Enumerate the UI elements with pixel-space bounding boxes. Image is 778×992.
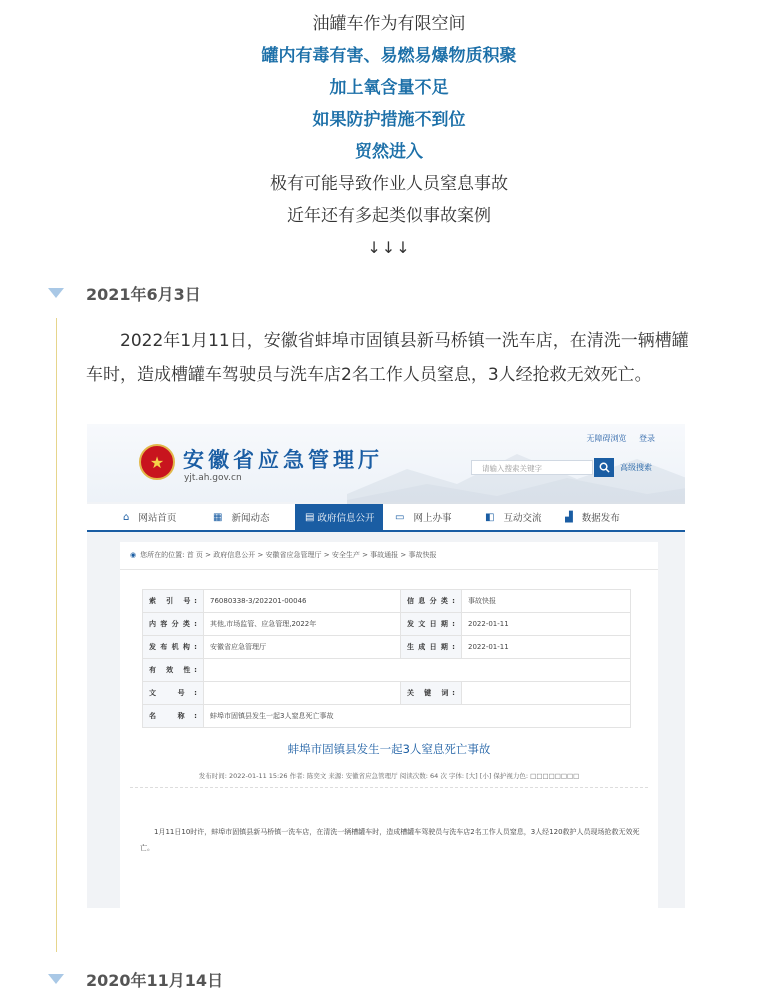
divider xyxy=(130,787,648,788)
national-emblem-icon: ★ xyxy=(139,444,175,480)
nav-label: 互动交流 xyxy=(503,513,542,524)
table-row xyxy=(143,659,631,682)
meta-key: 名 称: xyxy=(143,705,204,728)
meta-key: 生成日期: xyxy=(401,636,462,659)
meta-value: 76080338-3/202201-00046 xyxy=(204,590,401,613)
table-row xyxy=(143,682,631,705)
document-icon: ▤ xyxy=(305,511,315,523)
monitor-icon: ▭ xyxy=(395,511,405,523)
intro-line: 极有可能导致作业人员窒息事故 xyxy=(270,174,508,194)
main-nav xyxy=(87,504,685,532)
nav-label: 数据发布 xyxy=(581,513,620,524)
intro-line-highlight: 罐内有毒有害、易燃易爆物质积聚 xyxy=(261,46,517,66)
table-row xyxy=(143,636,631,659)
nav-item-interaction[interactable] xyxy=(473,504,565,530)
content-panel xyxy=(120,542,658,908)
nav-label: 政府信息公开 xyxy=(317,513,375,524)
meta-value: 蚌埠市固镇县发生一起3人窒息死亡事故 xyxy=(204,705,631,728)
meta-key: 信息分类: xyxy=(401,590,462,613)
search-input[interactable]: 请输入搜索关键字 xyxy=(471,460,593,475)
meta-value xyxy=(462,682,631,705)
triangle-down-icon xyxy=(48,288,64,298)
table-row xyxy=(143,705,631,728)
nav-label: 网上办事 xyxy=(413,513,452,524)
meta-key: 关 键 词: xyxy=(401,682,462,705)
nav-item-news[interactable] xyxy=(213,504,295,530)
meta-value: 事故快报 xyxy=(462,590,631,613)
login-link[interactable]: 登录 xyxy=(639,434,655,443)
meta-value: 安徽省应急管理厅 xyxy=(204,636,401,659)
meta-value: 2022-01-11 xyxy=(462,636,631,659)
meta-key: 发布机构: xyxy=(143,636,204,659)
intro-line: 油罐车作为有限空间 xyxy=(312,14,466,34)
meta-key: 文 号: xyxy=(143,682,204,705)
search-button[interactable] xyxy=(594,458,614,477)
breadcrumb xyxy=(130,550,437,560)
timeline-header-2 xyxy=(48,966,223,992)
location-pin-icon: ◉ xyxy=(130,551,137,559)
chat-icon: ◧ xyxy=(485,511,495,523)
nav-item-data[interactable] xyxy=(565,504,665,530)
down-arrows: ↓↓↓ xyxy=(367,238,411,257)
site-domain: yjt.ah.gov.cn xyxy=(184,473,242,483)
meta-key: 索 引 号: xyxy=(143,590,204,613)
meta-value xyxy=(204,659,631,682)
triangle-down-icon xyxy=(48,974,64,984)
table-row xyxy=(143,613,631,636)
accessibility-link[interactable]: 无障碍浏览 xyxy=(586,434,627,443)
site-banner xyxy=(87,424,685,502)
meta-value: 其他,市场监管、应急管理,2022年 xyxy=(204,613,401,636)
top-links xyxy=(576,433,655,444)
meta-value xyxy=(204,682,401,705)
nav-item-gov-info[interactable] xyxy=(295,504,383,530)
intro-text xyxy=(0,8,778,264)
meta-key: 发文日期: xyxy=(401,613,462,636)
meta-key: 内容分类: xyxy=(143,613,204,636)
search-icon xyxy=(599,462,610,473)
meta-key: 有 效 性: xyxy=(143,659,204,682)
advanced-search-link[interactable]: 高级搜索 xyxy=(620,463,652,472)
meta-value: 2022-01-11 xyxy=(462,613,631,636)
divider xyxy=(120,569,658,570)
nav-label: 网站首页 xyxy=(138,513,177,524)
home-icon: ⌂ xyxy=(123,511,130,523)
nav-item-online-service[interactable] xyxy=(383,504,473,530)
news-icon: ▦ xyxy=(213,511,223,523)
breadcrumb-text: 您所在的位置: 首 页 > 政府信息公开 > 安徽省应急管理厅 > 安全生产 > 事故通报 > 事故快报 xyxy=(140,551,437,559)
timeline-date: 2020年11月14日 xyxy=(86,970,224,990)
intro-line-highlight: 如果防护措施不到位 xyxy=(312,110,466,130)
timeline-date: 2021年6月3日 xyxy=(86,284,201,304)
intro-line-highlight: 贸然进入 xyxy=(355,142,423,162)
nav-label: 新闻动态 xyxy=(231,513,270,524)
case-paragraph: 2022年1月11日，安徽省蚌埠市固镇县新马桥镇一洗车店，在清洗一辆槽罐车时，造成槽罐车驾驶员与洗车店2名工作人员窒息，3人经抢救无效死亡。 xyxy=(86,331,689,385)
timeline-header-1 xyxy=(48,280,201,306)
table-row xyxy=(143,590,631,613)
intro-line: 近年还有多起类似事故案例 xyxy=(287,206,491,226)
site-title: 安徽省应急管理厅 xyxy=(183,448,383,472)
article-title: 蚌埠市固镇县发生一起3人窒息死亡事故 xyxy=(287,742,491,756)
nav-item-home[interactable] xyxy=(87,504,213,530)
timeline-line xyxy=(56,318,57,952)
chart-icon: ▟ xyxy=(565,511,573,523)
article-info: 发布时间: 2022-01-11 15:26 作者: 陈奕文 来源: 安徽省应急管理厅 阅读次数: 64 次 字体: [大] [小] 保护视力色: □□□□□□□□ xyxy=(198,772,580,780)
website-screenshot xyxy=(87,424,685,908)
intro-line-highlight: 加上氧含量不足 xyxy=(329,78,449,98)
article-body: 1月11日10时许，蚌埠市固镇县新马桥镇一洗车店，在清洗一辆槽罐车时，造成槽罐车驾驶员与洗车店2名工作人员窒息，3人经120救护人员现场抢救无效死亡。 xyxy=(140,828,640,852)
metadata-table xyxy=(142,589,631,728)
